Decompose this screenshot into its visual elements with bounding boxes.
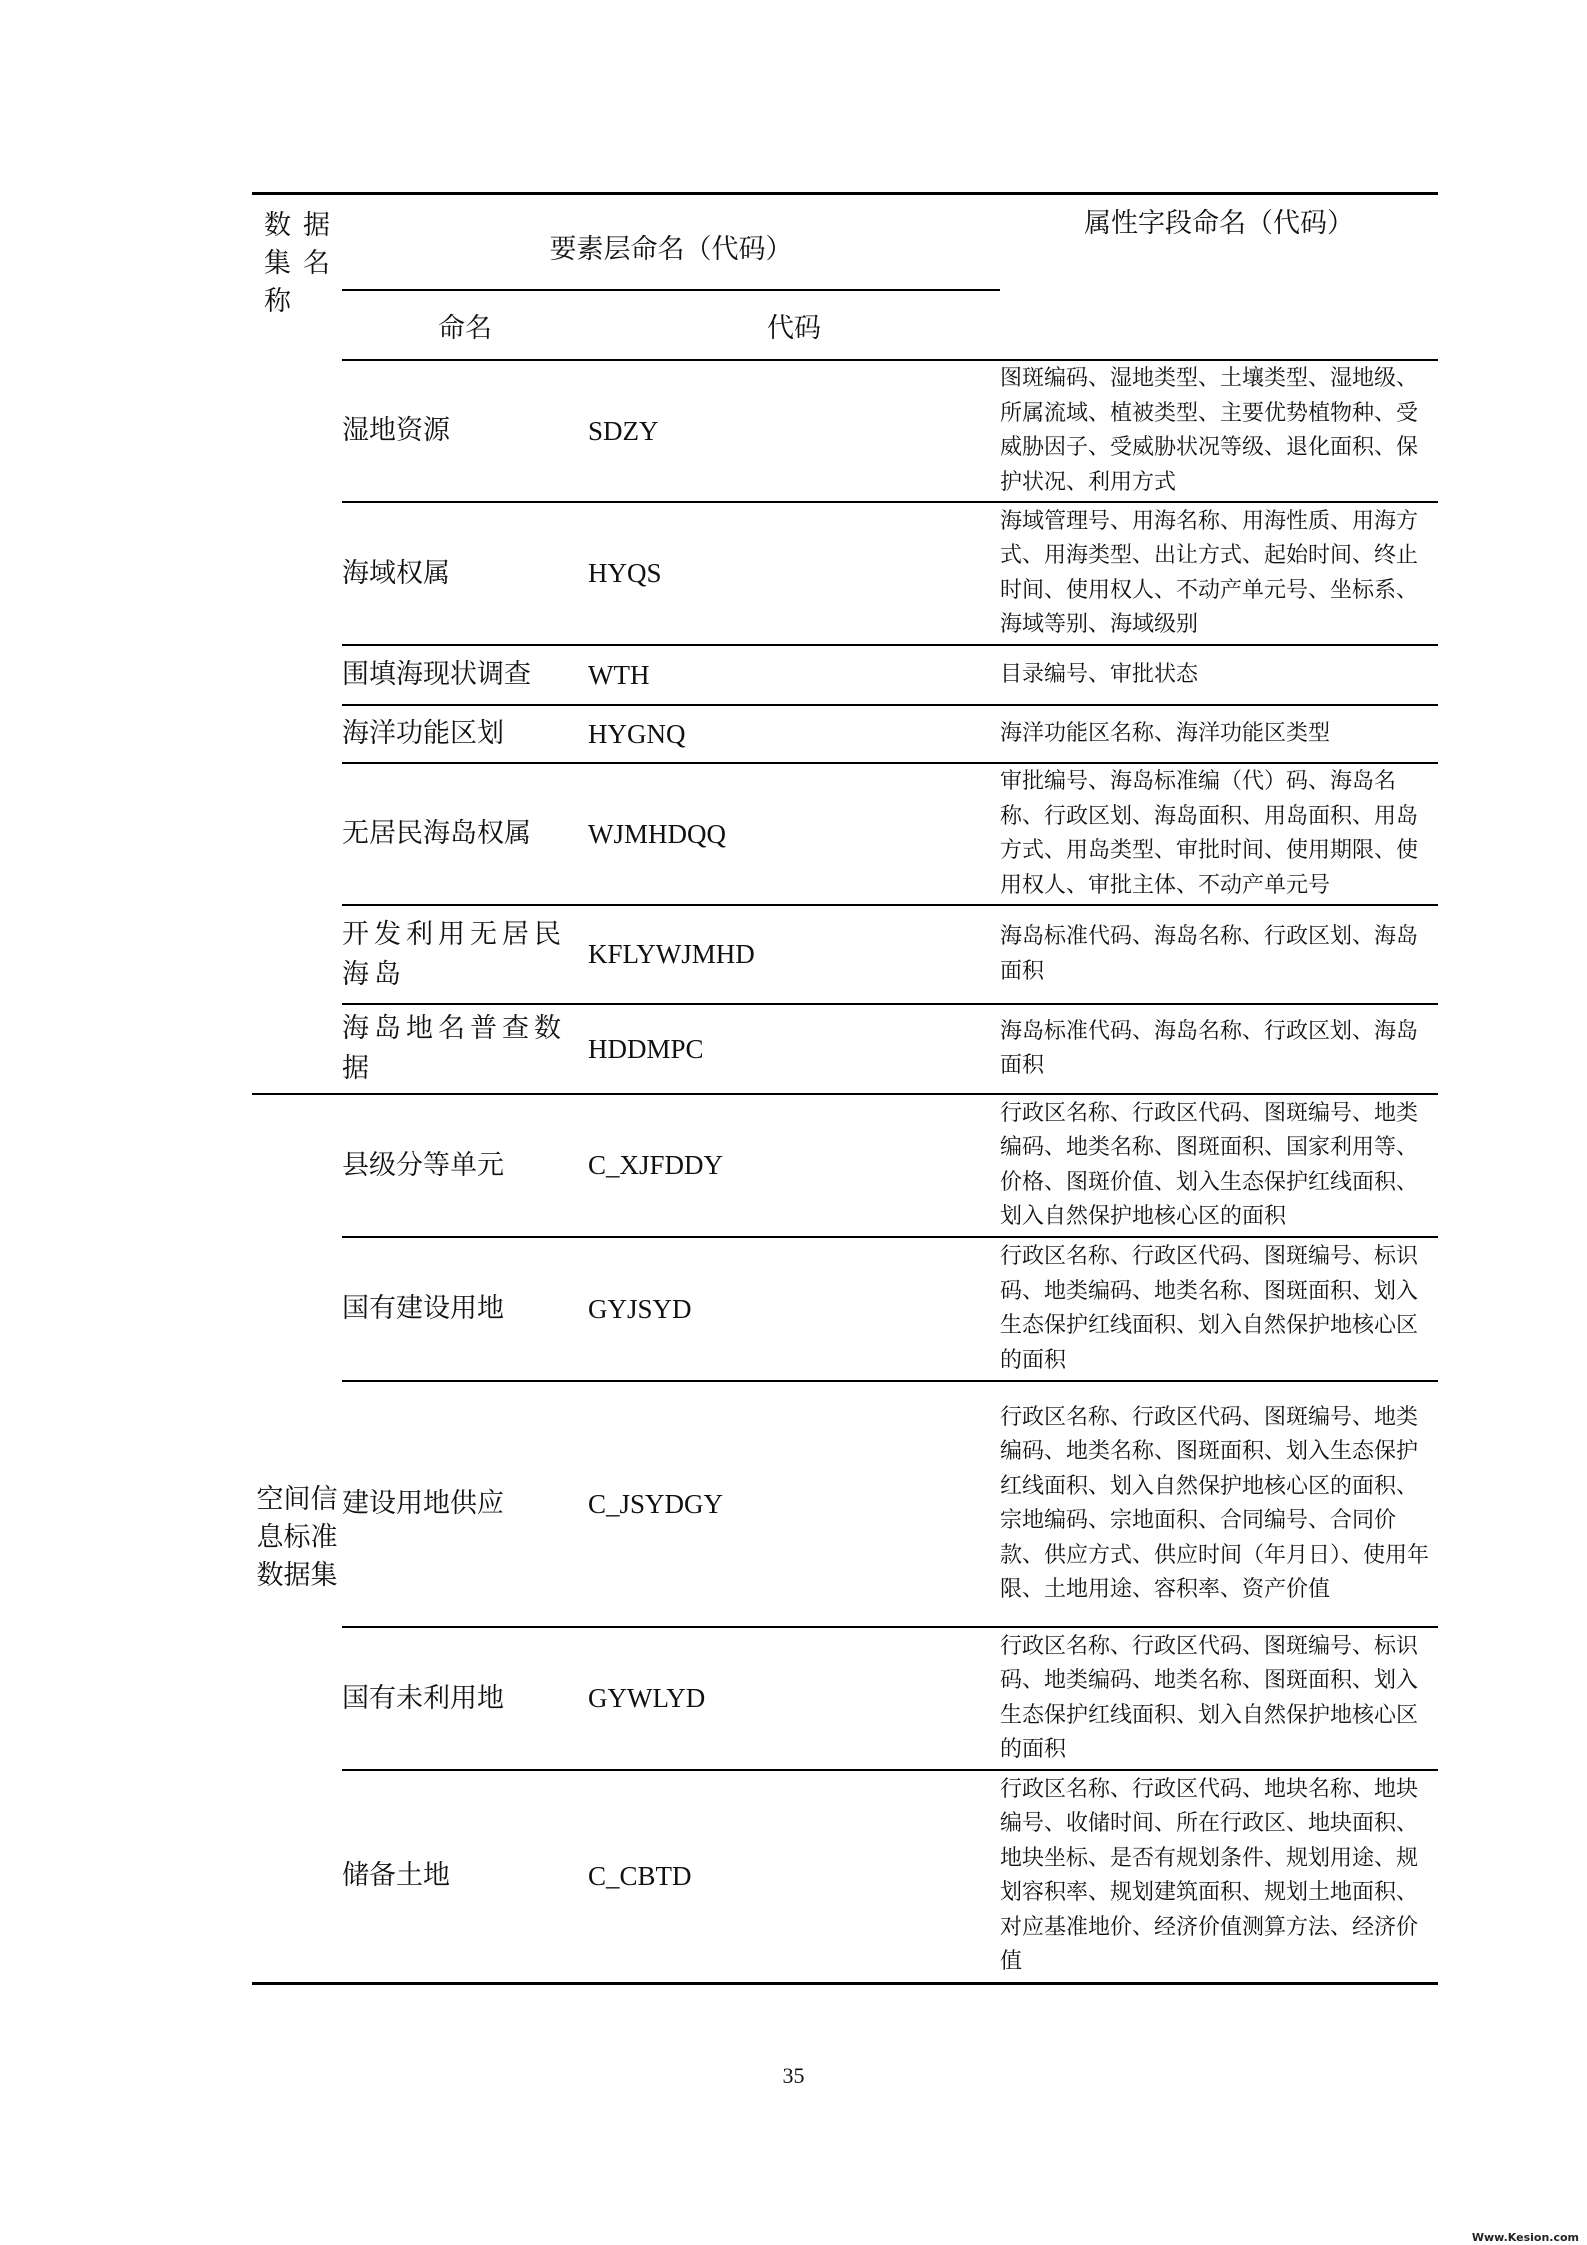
layer-name: 湿地资源 (342, 360, 588, 502)
layer-code: HYQS (588, 502, 1000, 645)
layer-code: WJMHDQQ (588, 763, 1000, 905)
table-row (252, 645, 1438, 705)
table-row (252, 1094, 1438, 1237)
name-header: 命名 (438, 312, 492, 344)
layer-group-header: 要素层命名（代码） (342, 194, 1000, 291)
layer-fields: 行政区名称、行政区代码、图斑编号、地类编码、地类名称、图斑面积、国家利用等、价格、图斑价值、划入生态保护红线面积、划入自然保护地核心区的面积 (1000, 1094, 1438, 1237)
table-row (252, 1770, 1438, 1983)
layer-fields: 行政区名称、行政区代码、图斑编号、地类编码、地类名称、图斑面积、划入生态保护红线面积、划入自然保护地核心区的面积、宗地编码、宗地面积、合同编号、合同价款、供应方式、供应时间（年月日）、使用年限、土地用途、容积率、资产价值 (1000, 1381, 1438, 1627)
layer-code: KFLYWJMHD (588, 905, 1000, 1004)
layer-fields: 海岛标准代码、海岛名称、行政区划、海岛面积 (1000, 1004, 1438, 1094)
fields-header: 属性字段命名（代码） (1000, 194, 1438, 361)
table-row (252, 1627, 1438, 1770)
layer-name: 海洋功能区划 (342, 705, 588, 763)
layer-code: HDDMPC (588, 1004, 1000, 1094)
layer-fields: 海洋功能区名称、海洋功能区类型 (1000, 705, 1438, 763)
layer-fields: 行政区名称、行政区代码、图斑编号、标识码、地类编码、地类名称、图斑面积、划入生态保护红线面积、划入自然保护地核心区的面积 (1000, 1237, 1438, 1381)
watermark: Www.Kesion.com (1471, 2231, 1579, 2244)
layer-fields: 图斑编码、湿地类型、土壤类型、湿地级、所属流域、植被类型、主要优势植物种、受威胁因子、受威胁状况等级、退化面积、保护状况、利用方式 (1000, 360, 1438, 502)
table-row (252, 763, 1438, 905)
layer-fields: 海域管理号、用海名称、用海性质、用海方式、用海类型、出让方式、起始时间、终止时间、使用权人、不动产单元号、坐标系、海域等别、海域级别 (1000, 502, 1438, 645)
layer-name: 建设用地供应 (342, 1381, 588, 1627)
attribute-table (252, 192, 1438, 1985)
table-row (252, 360, 1438, 502)
layer-name: 开发利用无居民海岛 (342, 905, 588, 1004)
layer-name: 储备土地 (342, 1770, 588, 1983)
dataset-header: 数据集名称 (252, 194, 342, 1095)
layer-name: 县级分等单元 (342, 1094, 588, 1237)
layer-name: 海岛地名普查数据 (342, 1004, 588, 1094)
layer-fields: 海岛标准代码、海岛名称、行政区划、海岛面积 (1000, 905, 1438, 1004)
table-row (252, 705, 1438, 763)
layer-code: HYGNQ (588, 705, 1000, 763)
layer-name: 无居民海岛权属 (342, 763, 588, 905)
layer-code: C_CBTD (588, 1770, 1000, 1983)
layer-code: SDZY (588, 360, 1000, 502)
table-row (252, 905, 1438, 1004)
code-header: 代码 (767, 312, 821, 344)
page-number: 35 (782, 2063, 805, 2088)
layer-code: GYWLYD (588, 1627, 1000, 1770)
layer-fields: 行政区名称、行政区代码、地块名称、地块编号、收储时间、所在行政区、地块面积、地块坐标、是否有规划条件、规划用途、规划容积率、规划建筑面积、规划土地面积、对应基准地价、经济价值测算方法、经济价值 (1000, 1770, 1438, 1983)
table-row (252, 1381, 1438, 1627)
table-row (252, 1237, 1438, 1381)
layer-fields: 行政区名称、行政区代码、图斑编号、标识码、地类编码、地类名称、图斑面积、划入生态保护红线面积、划入自然保护地核心区的面积 (1000, 1627, 1438, 1770)
table-row (252, 1004, 1438, 1094)
layer-name: 国有建设用地 (342, 1237, 588, 1381)
layer-name: 围填海现状调查 (342, 645, 588, 705)
layer-name: 海域权属 (342, 502, 588, 645)
layer-fields: 审批编号、海岛标准编（代）码、海岛名称、行政区划、海岛面积、用岛面积、用岛方式、用岛类型、审批时间、使用期限、使用权人、审批主体、不动产单元号 (1000, 763, 1438, 905)
layer-code: GYJSYD (588, 1237, 1000, 1381)
layer-fields: 目录编号、审批状态 (1000, 645, 1438, 705)
layer-code: WTH (588, 645, 1000, 705)
table-row (252, 502, 1438, 645)
layer-code: C_JSYDGY (588, 1381, 1000, 1627)
layer-name: 国有未利用地 (342, 1627, 588, 1770)
layer-code: C_XJFDDY (588, 1094, 1000, 1237)
dataset-name: 空间信息标准数据集 (252, 1094, 342, 1983)
